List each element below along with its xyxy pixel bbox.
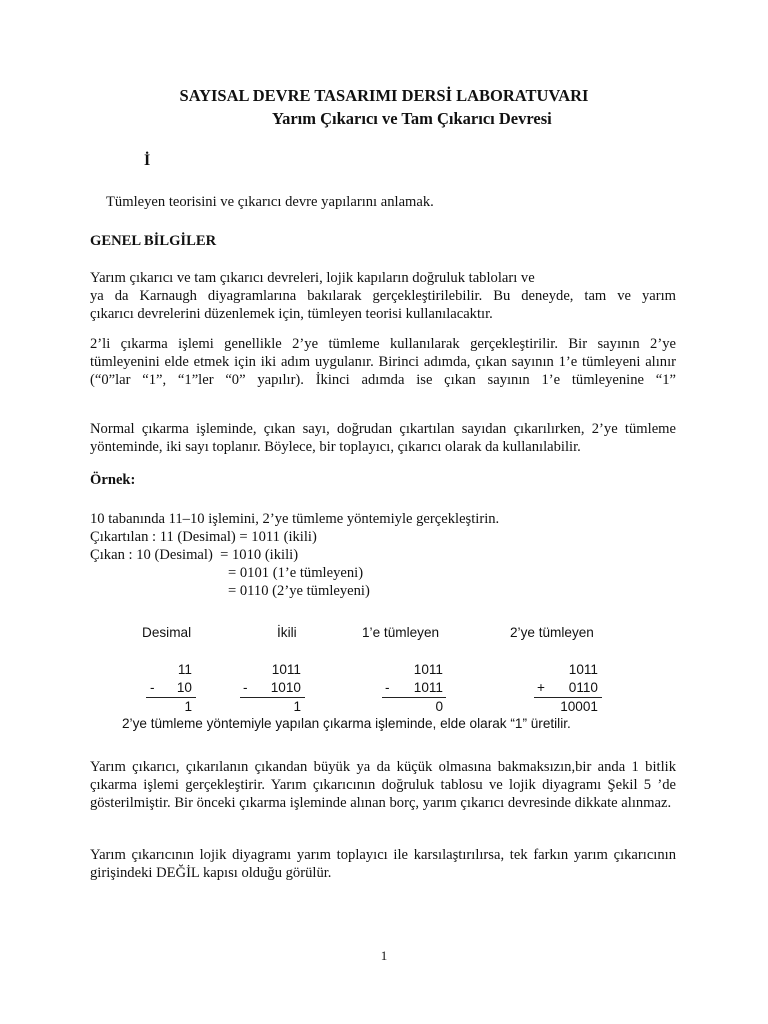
table-header-desimal: Desimal <box>142 625 192 640</box>
sum-line <box>382 697 446 698</box>
table-cell: 1 <box>293 699 301 714</box>
table-cell: 1010 <box>270 680 301 695</box>
operator: - <box>150 680 155 695</box>
table-cell: 11 <box>177 662 192 677</box>
table-cell: 1011 <box>413 662 443 677</box>
example-heading: Örnek: <box>90 472 136 488</box>
example-line-1: 10 tabanında 11–10 işlemini, 2’ye tümleme yöntemiyle gerçekleştirin. <box>90 511 500 527</box>
operator: - <box>243 680 248 695</box>
document-subtitle: Yarım Çıkarıcı ve Tam Çıkarıcı Devresi <box>272 109 552 128</box>
section-letter: İ <box>144 152 151 169</box>
example-line-3: Çıkan : 10 (Desimal) = 1010 (ikili) <box>90 547 299 563</box>
example-line-2: Çıkartılan : 11 (Desimal) = 1011 (ikili) <box>90 529 317 545</box>
general-paragraph-1-line-1: Yarım çıkarıcı ve tam çıkarıcı devreleri, lojik kapıların doğruluk tabloları ve <box>90 270 535 286</box>
table-header-2ye: 2’ye tümleyen <box>510 625 594 640</box>
operator: - <box>385 680 390 695</box>
objective-text: Tümleyen teorisini ve çıkarıcı devre yapılarını anlamak. <box>106 194 434 210</box>
table-cell: 0110 <box>568 680 598 695</box>
example-line-5: = 0110 (2’ye tümleyeni) <box>228 583 370 599</box>
page-number: 1 <box>380 948 388 963</box>
table-cell: 1 <box>184 699 192 714</box>
half-subtractor-paragraph-2: Yarım çıkarıcının lojik diyagramı yarım toplayıcı ile karsılaştırılırsa, tek farkın yarım çıkarıcının girişindeki DEĞİL kapısı olduğu görülür. <box>90 847 676 882</box>
table-header-1e: 1’e tümleyen <box>362 625 440 640</box>
table-cell: 1011 <box>413 680 443 695</box>
operator: + <box>537 680 545 695</box>
sum-line <box>534 697 602 698</box>
general-heading: GENEL BİLGİLER <box>90 233 217 249</box>
table-cell: 1011 <box>568 662 598 677</box>
general-paragraph-1-line-3: çıkarıcı devrelerini düzenlemek için, tümleyen teorisi kullanılacaktır. <box>90 306 493 322</box>
general-paragraph-1-line-2: ya da Karnaugh diyagramlarına bakılarak gerçekleştirilebilir. Bu deneyde, tam ve yarım <box>90 288 676 304</box>
table-caption: 2’ye tümleme yöntemiyle yapılan çıkarma işleminde, elde olarak “1” üretilir. <box>122 716 571 731</box>
general-paragraph-3: Normal çıkarma işleminde, çıkan sayı, doğrudan çıkartılan sayıdan çıkarılırken, 2’ye tümleme yönteminde, iki sayı toplanır. Böylece, bir toplayıcı, çıkarıcı olarak da kullanılabilir. <box>90 421 676 456</box>
sum-line <box>240 697 305 698</box>
document-title: SAYISAL DEVRE TASARIMI DERSİ LABORATUVARI <box>179 86 589 105</box>
table-cell: 10001 <box>560 699 598 714</box>
table-header-ikili: İkili <box>277 625 297 640</box>
example-line-4: = 0101 (1’e tümleyeni) <box>228 565 364 581</box>
table-cell: 1011 <box>271 662 301 677</box>
table-cell: 10 <box>176 680 192 695</box>
half-subtractor-paragraph-1: Yarım çıkarıcı, çıkarılanın çıkandan büyük ya da küçük olmasına bakmaksızın,bir anda 1 bitlik çıkarma işlemi gerçekleştirir. Yarım çıkarıcının doğruluk tablosu ve lojik diyagramı Şekil 5 ’de gösterilmiştir. Bir önceki çıkarma işleminde alınan borç, yarım çıkarıcı devresinde dikkate alınmaz. <box>90 759 676 812</box>
sum-line <box>146 697 196 698</box>
table-cell: 0 <box>435 699 443 714</box>
general-paragraph-2: 2’li çıkarma işlemi genellikle 2’ye tümleme kullanılarak gerçekleştirilir. Bir sayının 2’ye tümleyenini elde etmek için iki adım uygulanır. Birinci adımda, çıkan sayının 1’e tümleyeni alınır (“0”lar “1”, “1”ler “0” yapılır). İkinci adımda ise çıkan sayının 1’e tümleyenine “1” <box>90 336 676 389</box>
